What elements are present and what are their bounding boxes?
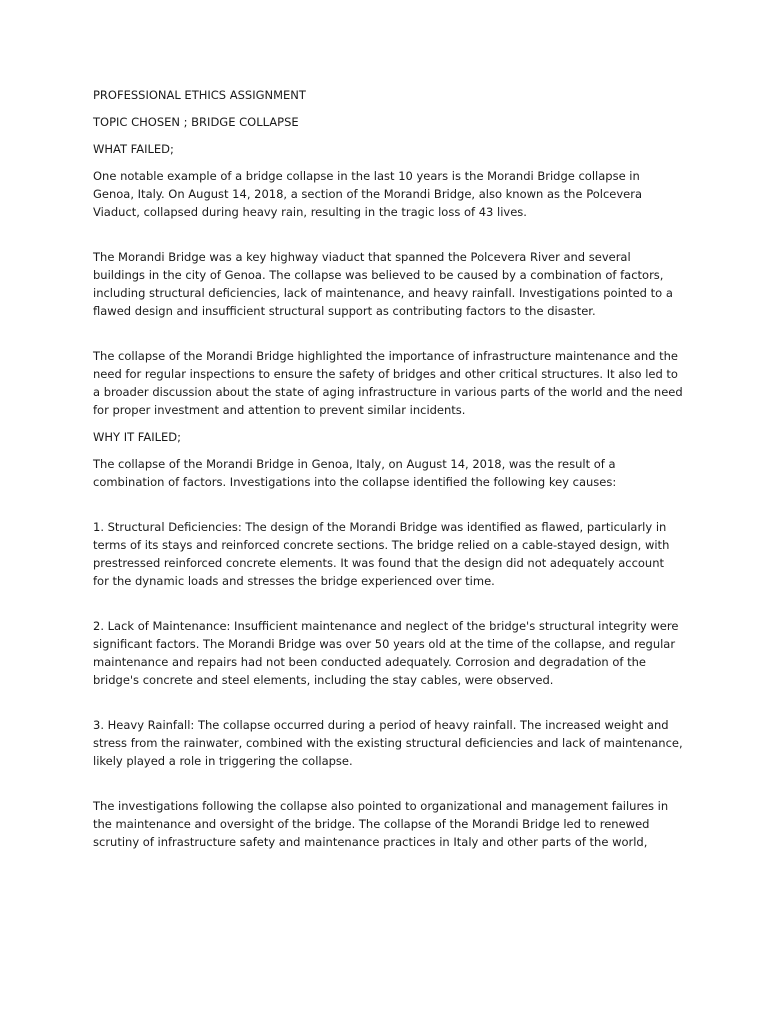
- closing-paragraph: The investigations following the collapse also pointed to organizational and management failures in the maintenance and oversight of the bridge. The collapse of the Morandi Bridge led to renewed scrutiny of infrastructure safety and maintenance practices in Italy and other parts of the world,: [93, 799, 669, 849]
- what-failed-paragraph-2: The Morandi Bridge was a key highway viaduct that spanned the Polcevera River and several buildings in the city of Genoa. The collapse was believed to be caused by a combination of factors, including structural deficiencies, lack of maintenance, and heavy rainfall. Investigations pointed to a flawed design and insufficient structural support as contributing factors to the disaster.: [93, 250, 673, 318]
- cause-lack-of-maintenance: 2. Lack of Maintenance: Insufficient maintenance and neglect of the bridge's structural integrity were significant factors. The Morandi Bridge was over 50 years old at the time of the collapse, and regular maintenance and repairs had not been conducted adequately. Corrosion and degradation of the bridge's concrete and steel elements, including the stay cables, were observed.: [93, 619, 679, 687]
- why-failed-heading: WHY IT FAILED;: [93, 430, 181, 444]
- document-title: PROFESSIONAL ETHICS ASSIGNMENT: [93, 88, 306, 102]
- what-failed-heading: WHAT FAILED;: [93, 142, 174, 156]
- cause-structural-deficiencies: 1. Structural Deficiencies: The design of the Morandi Bridge was identified as flawed, particularly in terms of its stays and reinforced concrete sections. The bridge relied on a cable-stayed design, with prestressed reinforced concrete elements. It was found that the design did not adequately account for the dynamic loads and stresses the bridge experienced over time.: [93, 520, 670, 588]
- what-failed-paragraph-3: The collapse of the Morandi Bridge highlighted the importance of infrastructure maintenance and the need for regular inspections to ensure the safety of bridges and other critical structures. It also led to a broader discussion about the state of aging infrastructure in various parts of the world and the need for proper investment and attention to prevent similar incidents.: [93, 349, 683, 417]
- topic-line: TOPIC CHOSEN ; BRIDGE COLLAPSE: [93, 115, 299, 129]
- cause-heavy-rainfall: 3. Heavy Rainfall: The collapse occurred during a period of heavy rainfall. The increased weight and stress from the rainwater, combined with the existing structural deficiencies and lack of maintenance, likely played a role in triggering the collapse.: [93, 718, 683, 768]
- document-body: [93, 86, 683, 851]
- what-failed-paragraph-1: One notable example of a bridge collapse in the last 10 years is the Morandi Bridge collapse in Genoa, Italy. On August 14, 2018, a section of the Morandi Bridge, also known as the Polcevera Viaduct, collapsed during heavy rain, resulting in the tragic loss of 43 lives.: [93, 169, 643, 219]
- why-failed-paragraph-1: The collapse of the Morandi Bridge in Genoa, Italy, on August 14, 2018, was the result of a combination of factors. Investigations into the collapse identified the following key causes:: [93, 457, 617, 489]
